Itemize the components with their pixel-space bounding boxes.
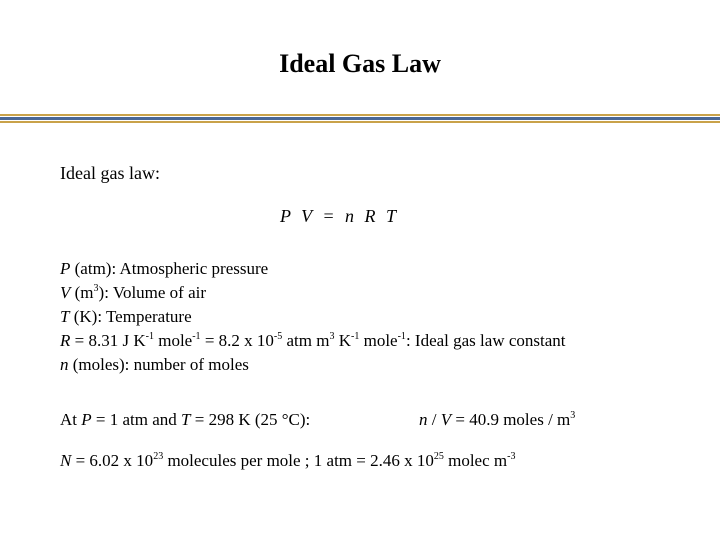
conditions-symbol-p: P [81, 410, 92, 429]
avogadro-facts [60, 451, 515, 471]
title-divider [0, 112, 720, 126]
definition-moles-text: (moles): number of moles [68, 355, 249, 374]
conditions-text-b: = 1 atm and [91, 410, 182, 429]
divider-line-gold-top [0, 114, 720, 116]
facts-sup-3: -3 [507, 451, 516, 462]
density-symbol-n: n [419, 410, 428, 429]
conditions-text-c: = 298 K (25 °C): [190, 410, 311, 429]
molar-density [419, 410, 575, 430]
definition-volume-text-b: ): Volume of air [98, 283, 207, 302]
symbol-n: n [60, 355, 69, 374]
gas-constant-sup-2: -1 [192, 331, 201, 342]
gas-constant-sup-6: -1 [397, 331, 406, 342]
gas-constant-text-g: : Ideal gas law constant [405, 331, 566, 350]
intro-text: Ideal gas law: [60, 163, 160, 183]
symbol-v: V [60, 283, 71, 302]
symbol-t: T [60, 307, 70, 326]
definition-moles [60, 355, 249, 375]
gas-constant-sup-3: -5 [273, 331, 283, 342]
ideal-gas-equation: P V = n R T [280, 206, 399, 226]
gas-constant-text-c: = 8.2 x 10 [200, 331, 274, 350]
facts-text-a: = 6.02 x 10 [71, 451, 154, 470]
definition-pressure-text: (atm): Atmospheric pressure [70, 259, 269, 278]
symbol-r: R [60, 331, 71, 350]
gas-constant-sup-4: 3 [329, 331, 335, 342]
facts-text-b: molecules per mole ; 1 atm = 2.46 x 10 [163, 451, 434, 470]
gas-constant-text-e: K [334, 331, 351, 350]
definition-gas-constant [60, 331, 566, 351]
density-text-a: / [427, 410, 441, 429]
definition-volume [60, 283, 206, 303]
definition-volume-text-a: (m [70, 283, 94, 302]
conditions-symbol-t: T [181, 410, 191, 429]
volume-exponent: 3 [93, 283, 99, 294]
gas-constant-text-d: atm m [282, 331, 330, 350]
gas-constant-text-f: mole [359, 331, 398, 350]
conditions-text-a: At [60, 410, 82, 429]
slide-title: Ideal Gas Law [279, 49, 441, 78]
density-exponent: 3 [570, 410, 576, 421]
density-text-b: = 40.9 moles / m [451, 410, 571, 429]
definition-temperature-text: (K): Temperature [69, 307, 192, 326]
divider-line-blue [0, 117, 720, 120]
density-symbol-v: V [440, 410, 452, 429]
facts-sup-1: 23 [153, 451, 164, 462]
definition-temperature [60, 307, 192, 327]
facts-sup-2: 25 [433, 451, 444, 462]
gas-constant-sup-5: -1 [351, 331, 360, 342]
definition-pressure [60, 259, 268, 279]
facts-symbol-n: N [60, 451, 72, 470]
divider-line-gold-bottom [0, 121, 720, 123]
facts-text-c: molec m [443, 451, 508, 470]
gas-constant-text-a: = 8.31 J K [70, 331, 146, 350]
symbol-p: P [60, 259, 71, 278]
standard-conditions [60, 410, 310, 430]
gas-constant-text-b: mole [153, 331, 193, 350]
gas-constant-sup-1: -1 [145, 331, 154, 342]
